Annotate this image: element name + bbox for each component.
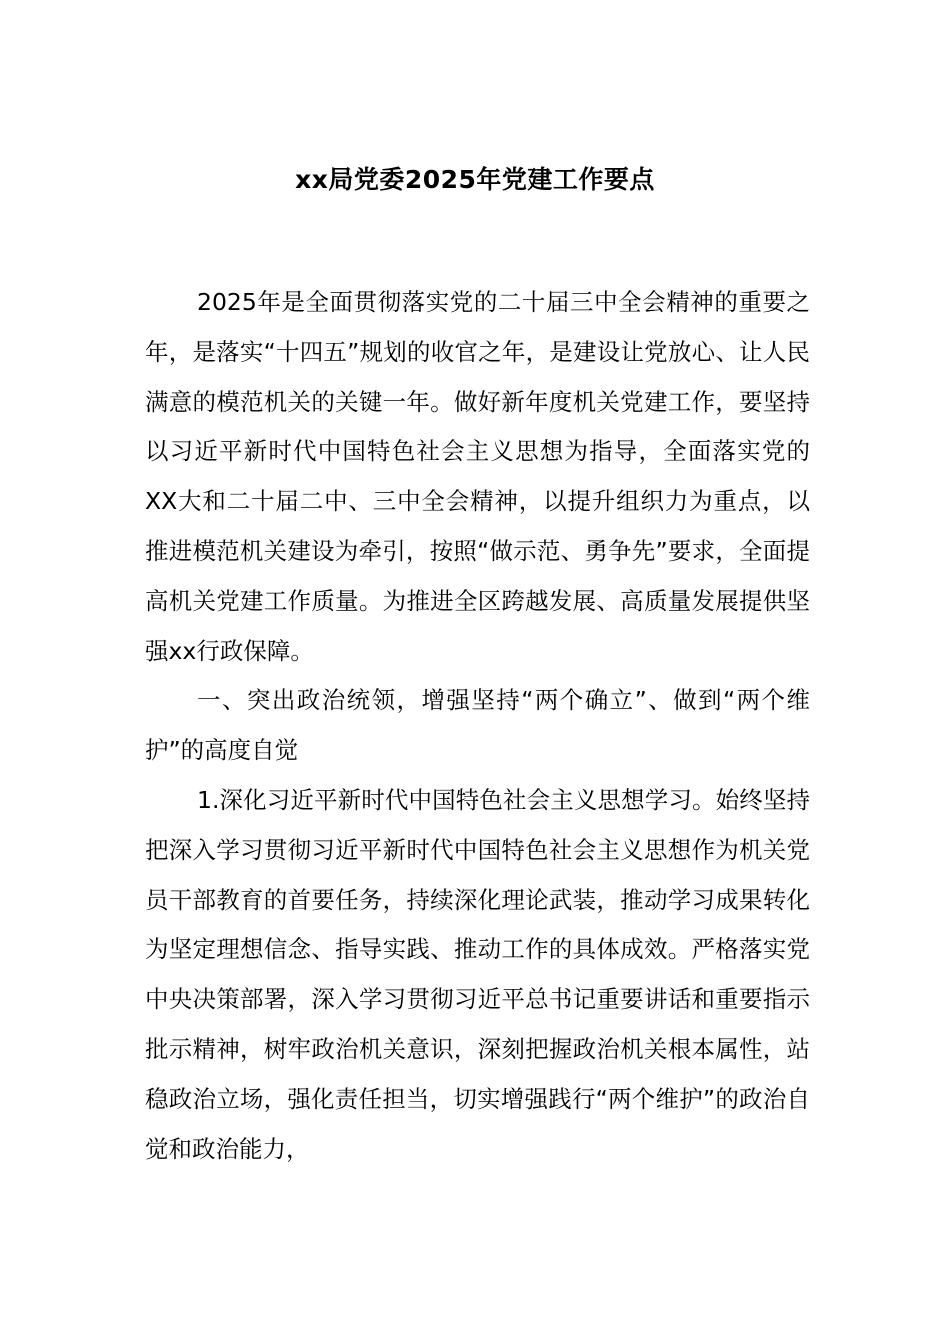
item-paragraph-1: 1.深化习近平新时代中国特色社会主义思想学习。始终坚持把深入学习贯彻习近平新时代中国特色社会主义思想作为机关党员干部教育的首要任务，持续深化理论武装，推动学习成果转化为坚定理想信念、指导实践、推动工作的具体成效。严格落实党中央决策部署，深入学习贯彻习近平总书记重要讲话和重要指示批示精神，树牢政治机关意识，深刻把握政治机关根本属性，站稳政治立场，强化责任担当，切实增强践行“两个维护”的政治自觉和政治能力， [145,785,810,1163]
document-body [145,278,810,1174]
section-heading-1: 一、突出政治统领，增强坚持“两个确立”、做到“两个维护”的高度自觉 [145,686,810,765]
document-title: xx局党委2025年党建工作要点 [295,165,655,194]
intro-paragraph: 2025年是全面贯彻落实党的二十届三中全会精神的重要之年，是落实“十四五”规划的收官之年，是建设让党放心、让人民满意的模范机关的关键一年。做好新年度机关党建工作，要坚持以习近平新时代中国特色社会主义思想为指导，全面落实党的XX大和二十届二中、三中全会精神，以提升组织力为重点，以推进模范机关建设为牵引，按照“做示范、勇争先”要求，全面提高机关党建工作质量。为推进全区跨越发展、高质量发展提供坚强xx行政保障。 [145,288,810,665]
